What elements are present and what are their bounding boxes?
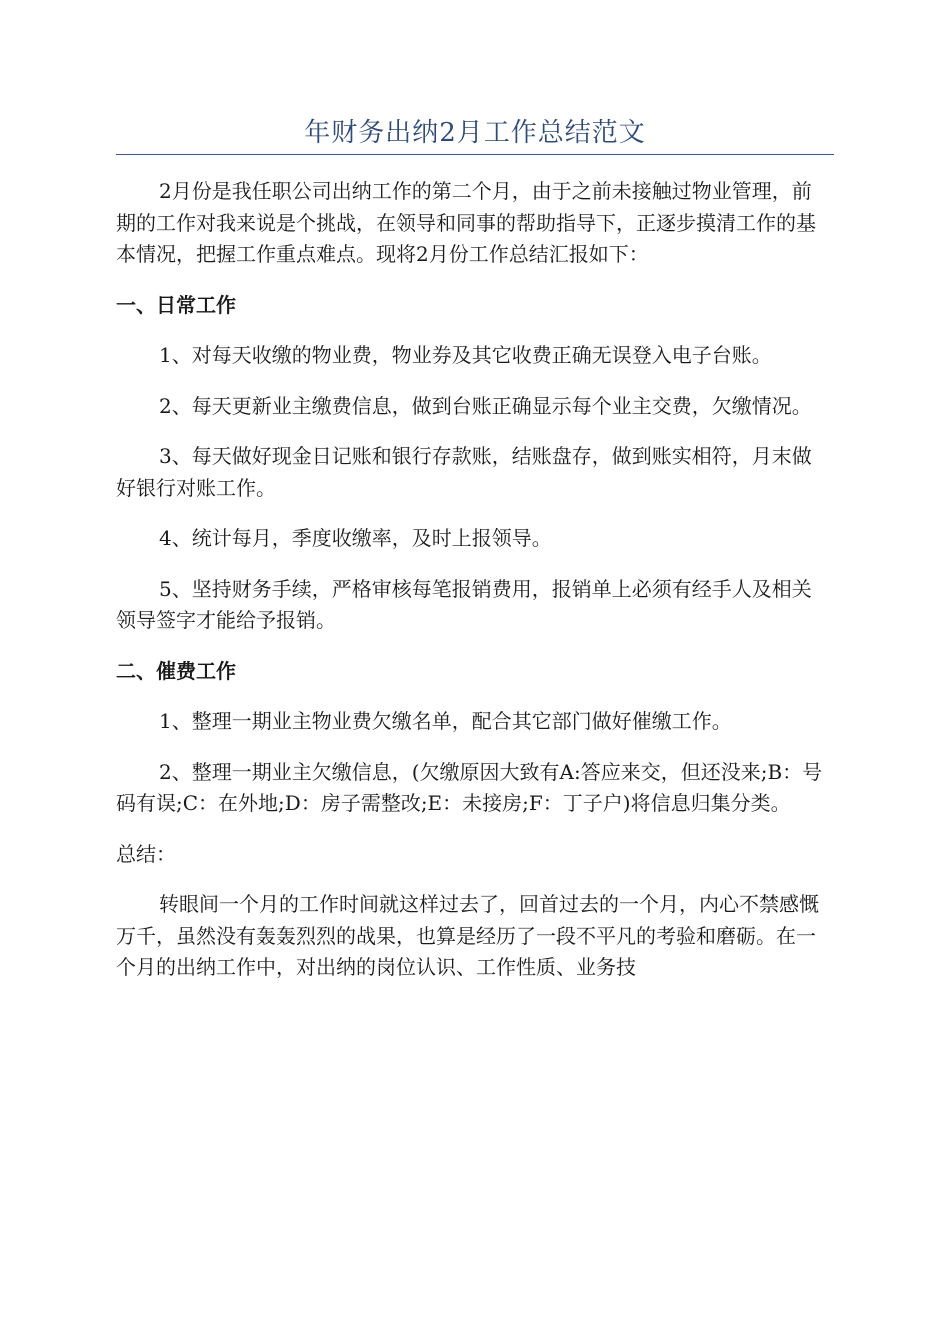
daily-work-item-2: 2、每天更新业主缴费信息，做到台账正确显示每个业主交费，欠缴情况。	[159, 393, 812, 418]
summary-paragraph: 转眼间一个月的工作时间就这样过去了，回首过去的一个月，内心不禁感慨万千，虽然没有轰轰烈烈的战果，也算是经历了一段不平凡的考验和磨砺。在一个月的出纳工作中，对出纳的岗位认识、工作性质、业务技	[116, 892, 819, 979]
document-title: 年财务出纳2月工作总结范文	[304, 118, 646, 148]
section-heading-collection-work: 二、催费工作	[116, 658, 236, 683]
collection-work-item-2: 2、整理一期业主欠缴信息，(欠缴原因大致有A:答应来交，但还没来;B：号码有误;C：在外地;D：房子需整改;E：未接房;F：丁子户)将信息归集分类。	[116, 759, 823, 815]
summary-label: 总结：	[116, 841, 176, 866]
daily-work-item-4: 4、统计每月，季度收缴率，及时上报领导。	[159, 526, 552, 550]
daily-work-item-5: 5、坚持财务手续，严格审核每笔报销费用，报销单上必须有经手人及相关领导签字才能给予报销。	[116, 576, 812, 632]
document-body	[116, 176, 830, 1003]
intro-paragraph: 2月份是我任职公司出纳工作的第二个月，由于之前未接触过物业管理，前期的工作对我来说是个挑战，在领导和同事的帮助指导下，正逐步摸清工作的基本情况，把握工作重点难点。现将2月份工作总结汇报如下：	[116, 179, 816, 266]
collection-work-item-1: 1、整理一期业主物业费欠缴名单，配合其它部门做好催缴工作。	[159, 709, 732, 733]
daily-work-item-1: 1、对每天收缴的物业费，物业券及其它收费正确无误登入电子台账。	[159, 343, 772, 367]
daily-work-item-3: 3、每天做好现金日记账和银行存款账，结账盘存，做到账实相符，月末做好银行对账工作。	[116, 444, 812, 500]
title-underline	[116, 154, 834, 155]
section-heading-daily-work: 一、日常工作	[116, 292, 236, 317]
